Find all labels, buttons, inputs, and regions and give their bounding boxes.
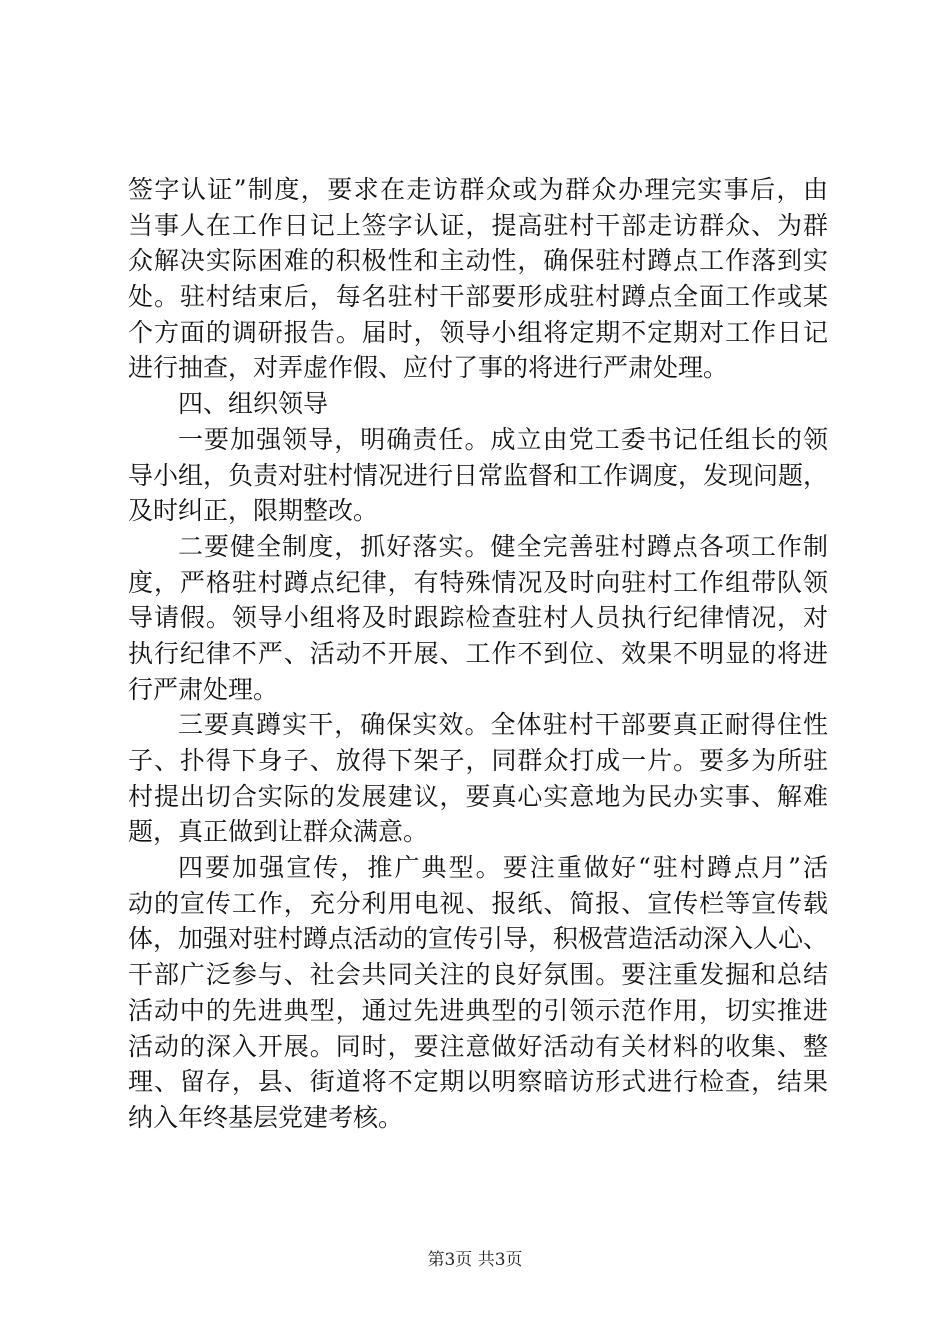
text-line: 子、扑得下身子、放得下架子，同群众打成一片。要多为所驻 [128,746,828,775]
text-line: 活动中的先进典型，通过先进典型的引领示范作用，切实推进 [128,995,828,1025]
text-line: 村提出切合实际的发展建议，要真心实意地为民办实事、解难 [128,781,828,811]
text-line: 二要健全制度，抓好落实。健全完善驻村蹲点各项工作制 [178,531,828,561]
text-line: 三要真蹲实干，确保实效。全体驻村干部要真正耐得住性 [178,710,828,740]
text-line: 行严肃处理。 [128,674,279,704]
document-body [128,172,828,1136]
text-line: 众解决实际困难的积极性和主动性，确保驻村蹲点工作落到实 [128,246,828,276]
text-line: 四、组织领导 [178,389,329,419]
text-line: 执行纪律不严、活动不开展、工作不到位、效果不明显的将进 [128,638,828,668]
text-line: 度，严格驻村蹲点纪律，有特殊情况及时向驻村工作组带队领 [128,567,828,597]
text-line: 导请假。领导小组将及时跟踪检查驻村人员执行纪律情况，对 [128,603,828,633]
text-line: 题，真正做到让群众满意。 [128,817,429,847]
text-line: 纳入年终基层党建考核。 [128,1102,404,1132]
text-line: 干部广泛参与、社会共同关注的良好氛围。要注重发掘和总结 [128,960,828,990]
text-line: 活动的深入开展。同时，要注意做好活动有关材料的收集、整 [128,1031,828,1061]
text-line: 动的宣传工作，充分利用电视、报纸、简报、宣传栏等宣传载 [128,888,828,918]
text-line: 体，加强对驻村蹲点活动的宣传引导，积极营造活动深入人心、 [128,924,829,954]
text-line: 进行抽查，对弄虚作假、应付了事的将进行严肃处理。 [128,353,729,383]
text-line: 当事人在工作日记上签字认证，提高驻村干部走访群众、为群 [128,210,828,240]
text-line: 导小组，负责对驻村情况进行日常监督和工作调度，发现问题， [128,460,829,490]
text-line: 签字认证”制度，要求在走访群众或为群众办理完实事后，由 [128,175,828,204]
text-line: 处。驻村结束后，每名驻村干部要形成驻村蹲点全面工作或某 [128,282,828,312]
text-line: 一要加强领导，明确责任。成立由党工委书记任组长的领 [178,424,828,454]
text-line: 个方面的调研报告。届时，领导小组将定期不定期对工作日记 [128,317,828,347]
text-line: 及时纠正，限期整改。 [128,496,379,526]
page-footer: 第3页 共3页 [427,1250,523,1270]
text-line: 四要加强宣传，推广典型。要注重做好“驻村蹲点月”活 [178,853,828,883]
text-line: 理、留存，县、街道将不定期以明察暗访形式进行检查，结果 [128,1067,828,1097]
